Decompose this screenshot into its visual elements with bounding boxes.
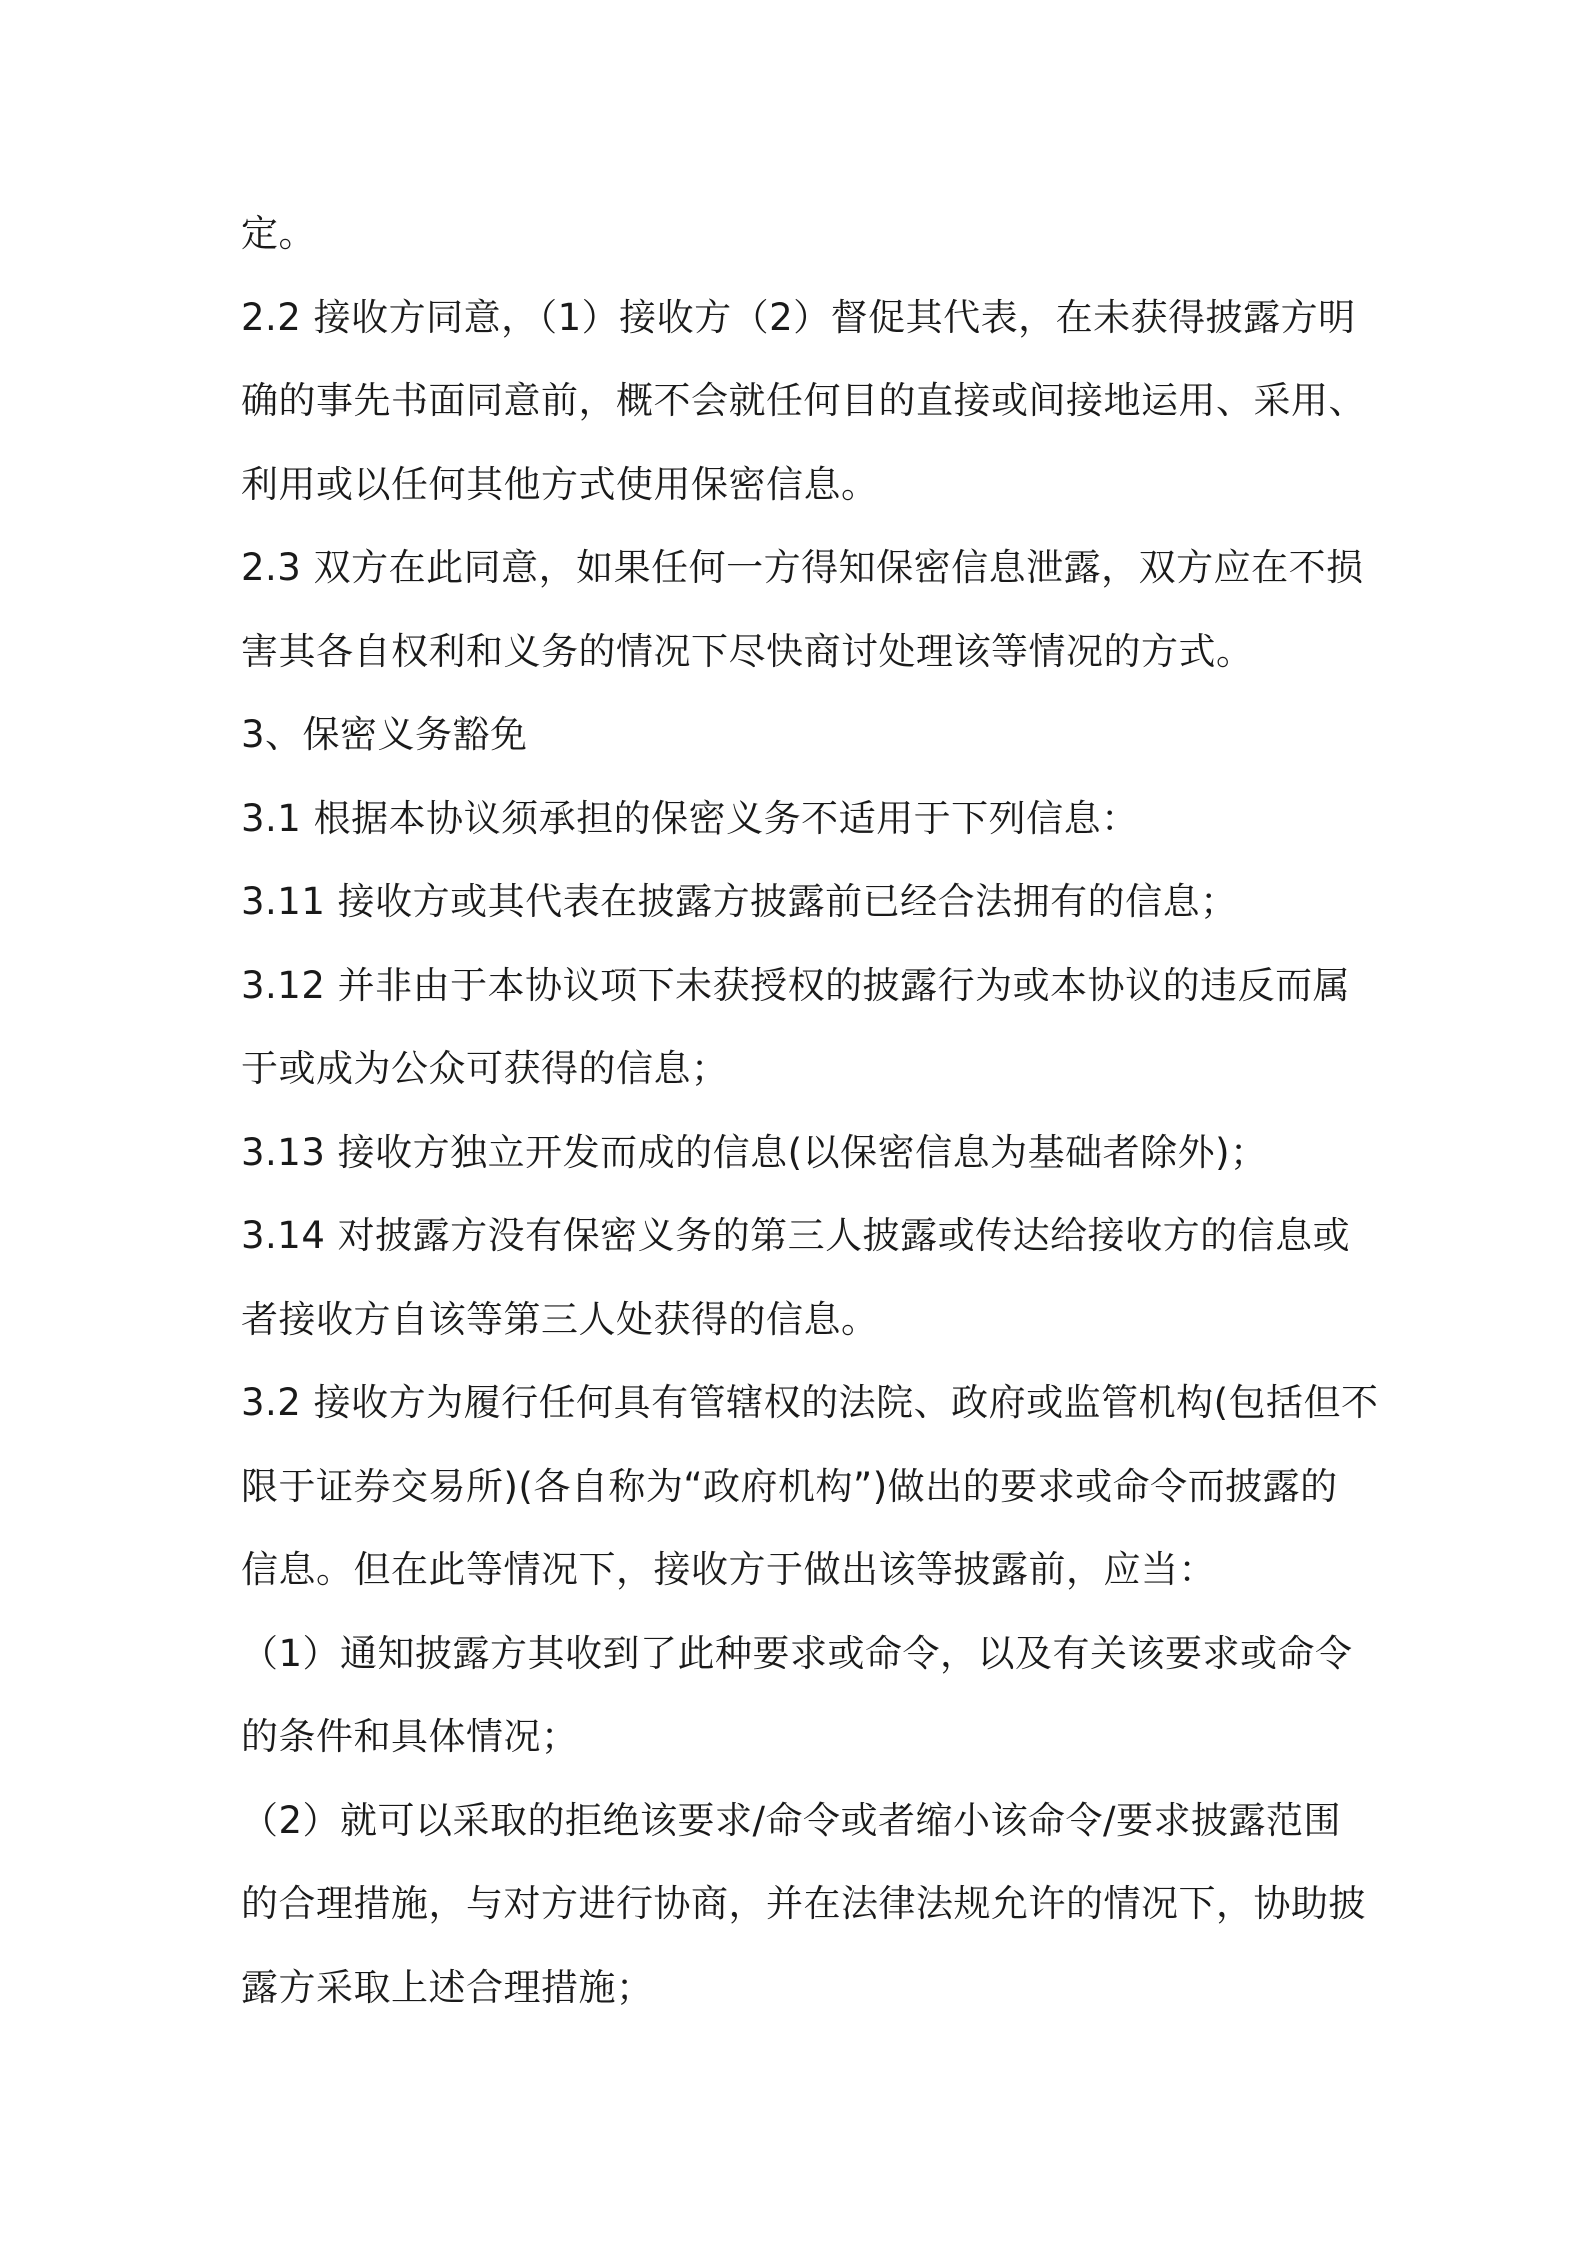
- text-line: 限于证券交易所)(各自称为“政府机构”)做出的要求或命令而披露的: [241, 1464, 1338, 1508]
- text-line: 确的事先书面同意前，概不会就任何目的直接或间接地运用、采用、: [241, 379, 1366, 422]
- text-line: 2.3 双方在此同意，如果任何一方得知保密信息泄露，双方应在不损: [241, 546, 1364, 589]
- text-line: 3.2 接收方为履行任何具有管辖权的法院、政府或监管机构(包括但不: [241, 1381, 1379, 1424]
- text-line: 3.14 对披露方没有保密义务的第三人披露或传达给接收方的信息或: [241, 1214, 1351, 1257]
- text-line: 的合理措施，与对方进行协商，并在法律法规允许的情况下，协助披: [241, 1882, 1366, 1925]
- text-line: 利用或以任何其他方式使用保密信息。: [241, 462, 879, 506]
- text-line: 3.11 接收方或其代表在披露方披露前已经合法拥有的信息；: [241, 880, 1238, 923]
- text-line: 定。: [241, 212, 316, 255]
- text-line: 露方采取上述合理措施；: [241, 1965, 654, 2009]
- text-line: 3.1 根据本协议须承担的保密义务不适用于下列信息：: [241, 796, 1139, 840]
- text-line: 3.12 并非由于本协议项下未获授权的披露行为或本协议的违反而属: [241, 963, 1351, 1007]
- text-line: （1）通知披露方其收到了此种要求或命令，以及有关该要求或命令: [241, 1631, 1353, 1675]
- text-line: 信息。但在此等情况下，接收方于做出该等披露前，应当：: [241, 1548, 1216, 1591]
- text-line: 的条件和具体情况；: [241, 1715, 579, 1758]
- text-line: （2）就可以采取的拒绝该要求/命令或者缩小该命令/要求披露范围: [241, 1798, 1341, 1842]
- text-line: 害其各自权利和义务的情况下尽快商讨处理该等情况的方式。: [241, 629, 1254, 673]
- text-line: 于或成为公众可获得的信息；: [241, 1047, 729, 1090]
- section-heading: 3、保密义务豁免: [241, 713, 528, 756]
- text-line: 者接收方自该等第三人处获得的信息。: [241, 1297, 879, 1341]
- text-line: 3.13 接收方独立开发而成的信息(以保密信息为基础者除外)；: [241, 1130, 1268, 1174]
- document-body: [241, 192, 1379, 2029]
- text-line: 2.2 接收方同意，（1）接收方（2）督促其代表，在未获得披露方明: [241, 295, 1356, 339]
